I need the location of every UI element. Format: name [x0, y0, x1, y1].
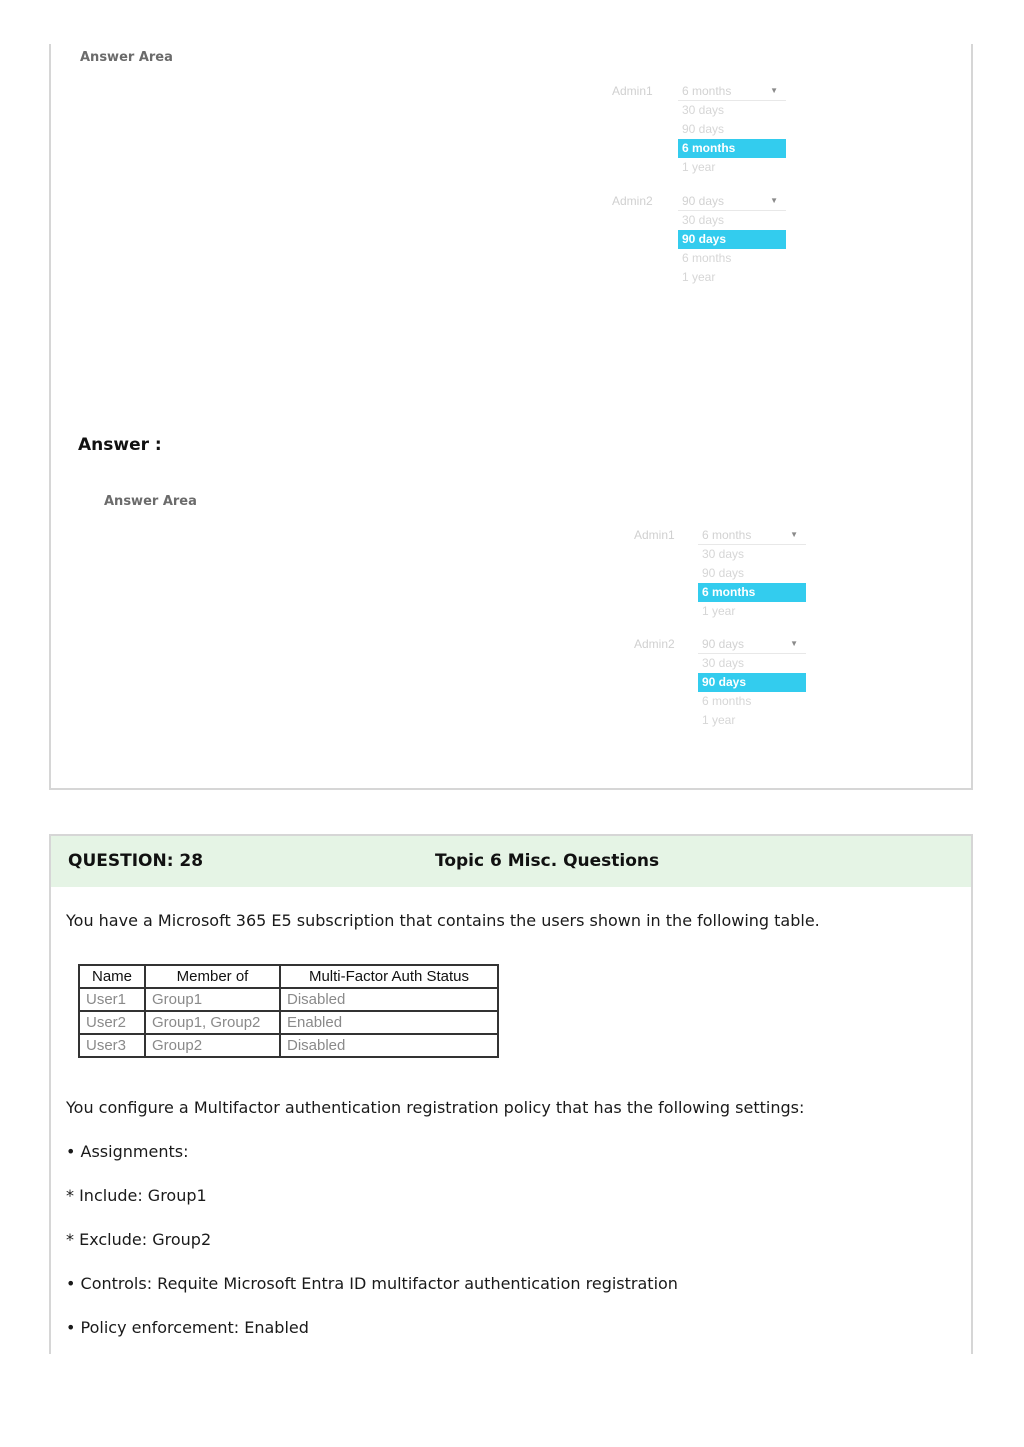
- question-topic: Topic 6 Misc. Questions: [435, 851, 660, 871]
- table-cell: Group1, Group2: [145, 1011, 280, 1034]
- admin1-option[interactable]: 90 days: [682, 122, 725, 136]
- table-cell: Group2: [145, 1034, 280, 1057]
- admin2-option[interactable]: 30 days: [682, 213, 725, 227]
- admin2-option-highlighted[interactable]: 90 days: [678, 230, 786, 249]
- answer-admin1-option[interactable]: 90 days: [702, 566, 745, 580]
- answer-area-title: Answer Area: [80, 50, 173, 65]
- admin1-label: Admin1: [612, 84, 653, 98]
- question-number: QUESTION: 28: [68, 851, 204, 871]
- answer-admin2-dropdown[interactable]: [698, 635, 806, 730]
- answer-admin1-option[interactable]: 1 year: [702, 604, 736, 618]
- setting-line: • Assignments:: [66, 1142, 189, 1161]
- answer-admin1-label: Admin1: [634, 528, 675, 542]
- answer-admin1-selected-value: 6 months: [702, 528, 752, 542]
- answer-admin2-option[interactable]: 30 days: [702, 656, 745, 670]
- admin1-option-highlighted[interactable]: 6 months: [678, 139, 786, 158]
- admin2-dropdown[interactable]: [678, 192, 786, 287]
- setting-line: * Exclude: Group2: [66, 1230, 212, 1249]
- answer-admin2-option[interactable]: 6 months: [702, 694, 752, 708]
- answer-admin1-option-highlighted[interactable]: 6 months: [698, 583, 806, 602]
- table-row: [79, 1034, 498, 1057]
- question-intro: You have a Microsoft 365 E5 subscription that contains the users shown in the following table.: [66, 911, 820, 930]
- chevron-down-icon[interactable]: ▼: [770, 196, 778, 205]
- users-table: [78, 964, 499, 1058]
- table-row: [79, 1011, 498, 1034]
- answer-admin2-dropdown-selected[interactable]: [698, 635, 806, 654]
- answer-heading: Answer :: [78, 435, 162, 455]
- table-cell: User3: [79, 1034, 145, 1057]
- table-cell: Disabled: [280, 988, 498, 1011]
- admin1-dropdown[interactable]: [678, 82, 786, 177]
- table-cell: Disabled: [280, 1034, 498, 1057]
- previous-question-card: [49, 44, 973, 790]
- question-header: [51, 836, 971, 887]
- admin1-dropdown-selected[interactable]: [678, 82, 786, 101]
- table-cell: User1: [79, 988, 145, 1011]
- answer-admin2-option-highlighted[interactable]: 90 days: [698, 673, 806, 692]
- admin2-option[interactable]: 1 year: [682, 270, 716, 284]
- column-header-mfa-status: Multi-Factor Auth Status: [280, 965, 498, 988]
- admin2-selected-value: 90 days: [682, 194, 725, 208]
- setting-line: • Policy enforcement: Enabled: [66, 1318, 309, 1337]
- column-header-name: Name: [79, 965, 145, 988]
- chevron-down-icon[interactable]: ▼: [790, 639, 798, 648]
- table-cell: Enabled: [280, 1011, 498, 1034]
- answer-admin2-selected-value: 90 days: [702, 637, 745, 651]
- admin2-option[interactable]: 6 months: [682, 251, 732, 265]
- chevron-down-icon[interactable]: ▼: [790, 530, 798, 539]
- setting-line: • Controls: Requite Microsoft Entra ID multifactor authentication registration: [66, 1274, 678, 1293]
- answer-admin2-option[interactable]: 1 year: [702, 713, 736, 727]
- chevron-down-icon[interactable]: ▼: [770, 86, 778, 95]
- admin1-option[interactable]: 1 year: [682, 160, 716, 174]
- policy-intro: You configure a Multifactor authentication registration policy that has the following settings:: [66, 1098, 805, 1117]
- admin2-dropdown-selected[interactable]: [678, 192, 786, 211]
- answer-admin1-dropdown[interactable]: [698, 526, 806, 621]
- admin2-label: Admin2: [612, 194, 653, 208]
- question-card: [49, 834, 973, 1354]
- column-header-member-of: Member of: [145, 965, 280, 988]
- setting-line: * Include: Group1: [66, 1186, 207, 1205]
- table-row: [79, 988, 498, 1011]
- admin1-selected-value: 6 months: [682, 84, 732, 98]
- answer-admin1-option[interactable]: 30 days: [702, 547, 745, 561]
- table-cell: User2: [79, 1011, 145, 1034]
- answer-area-title: Answer Area: [104, 494, 197, 509]
- table-header-row: [79, 965, 498, 988]
- admin1-option[interactable]: 30 days: [682, 103, 725, 117]
- answer-admin2-label: Admin2: [634, 637, 675, 651]
- table-cell: Group1: [145, 988, 280, 1011]
- answer-admin1-dropdown-selected[interactable]: [698, 526, 806, 545]
